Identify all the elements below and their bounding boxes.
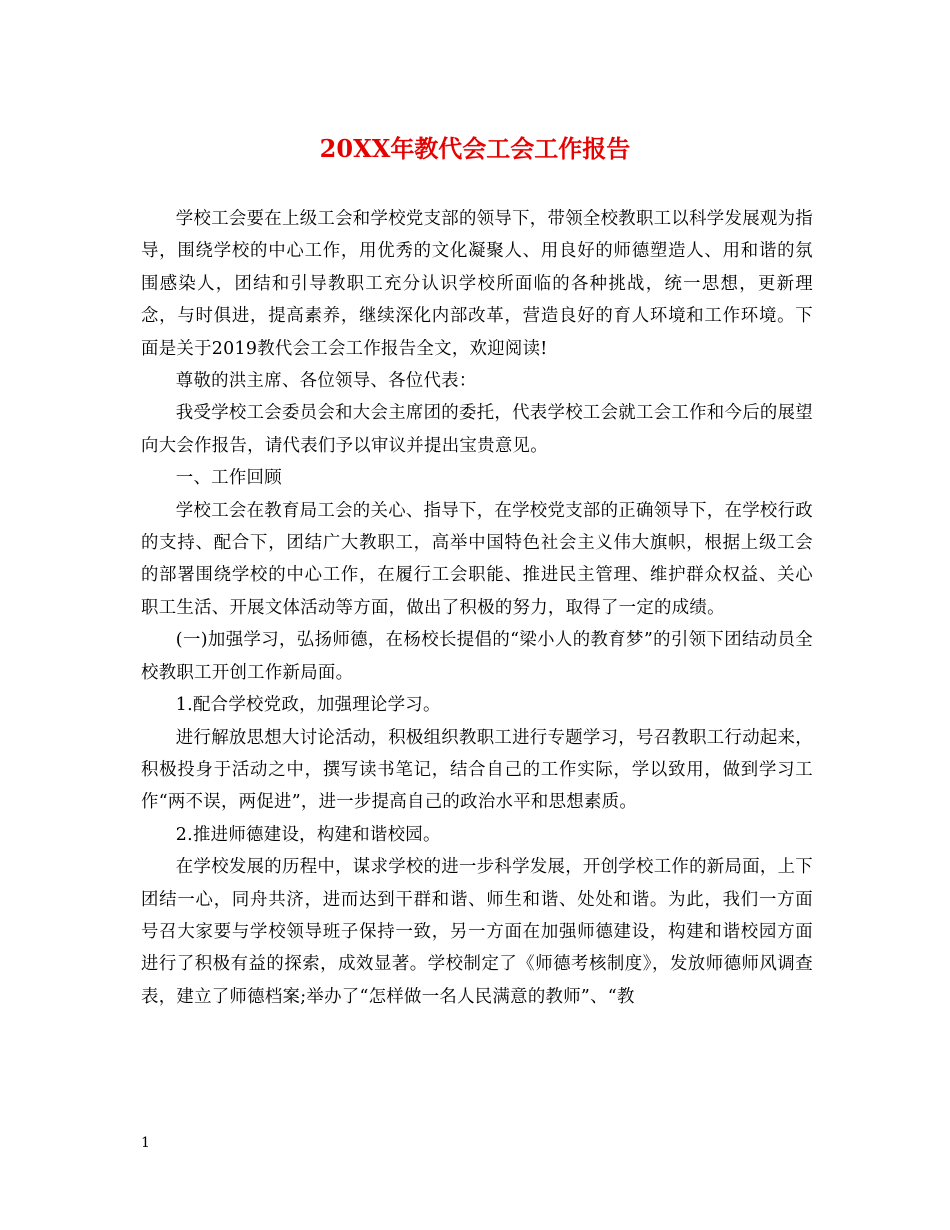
paragraph-opening: 我受学校工会委员会和大会主席团的委托，代表学校工会就工会工作和今后的展望向大会作报告，请代表们予以审议并提出宝贵意见。 [141, 403, 813, 456]
page-number: 1 [141, 1135, 150, 1151]
paragraph-item-2: 在学校发展的历程中，谋求学校的进一步科学发展，开创学校工作的新局面，上下团结一心，同舟共济，进而达到干群和谐、师生和谐、处处和谐。为此，我们一方面号召大家要与学校领导班子保持一致，另一方面在加强师德建设，构建和谐校园方面进行了积极有益的探索，成效显著。学校制定了《师德考核制度》，发放师德师风调查表，建立了师德档案;举办了“怎样做一名人民满意的教师”、“教 [141, 857, 813, 1007]
subsection-heading-1: (一)加强学习，弘扬师德，在杨校长提倡的“梁小人的教育梦”的引领下团结动员全校教职工开创工作新局面。 [141, 630, 813, 683]
paragraph-item-1: 进行解放思想大讨论活动，积极组织教职工进行专题学习，号召教职工行动起来，积极投身于活动之中，撰写读书笔记，结合自己的工作实际，学以致用，做到学习工作“两不误，两促进”，进一步提高自己的政治水平和思想素质。 [141, 727, 813, 813]
document-title: 20XX年教代会工会工作报告 [319, 134, 631, 163]
item-heading-2: 2.推进师德建设，构建和谐校园。 [175, 824, 441, 845]
paragraph-salutation: 尊敬的洪主席、各位领导、各位代表： [175, 371, 477, 392]
paragraph-intro: 学校工会要在上级工会和学校党支部的领导下，带领全校教职工以科学发展观为指导，围绕学校的中心工作，用优秀的文化凝聚人、用良好的师德塑造人、用和谐的氛围感染人，团结和引导教职工充分认识学校所面临的各种挑战，统一思想，更新理念，与时俱进，提高素养，继续深化内部改革，营造良好的育人环境和工作环境。下面是关于2019教代会工会工作报告全文，欢迎阅读! [141, 209, 813, 359]
paragraph-work-review: 学校工会在教育局工会的关心、指导下，在学校党支部的正确领导下，在学校行政的支持、配合下，团结广大教职工，高举中国特色社会主义伟大旗帜，根据上级工会的部署围绕学校的中心工作，在履行工会职能、推进民主管理、维护群众权益、关心职工生活、开展文体活动等方面，做出了积极的努力，取得了一定的成绩。 [141, 500, 813, 618]
item-heading-1: 1.配合学校党政，加强理论学习。 [175, 695, 441, 716]
document-body [141, 203, 813, 1013]
section-heading-work-review: 一、工作回顾 [175, 468, 282, 489]
